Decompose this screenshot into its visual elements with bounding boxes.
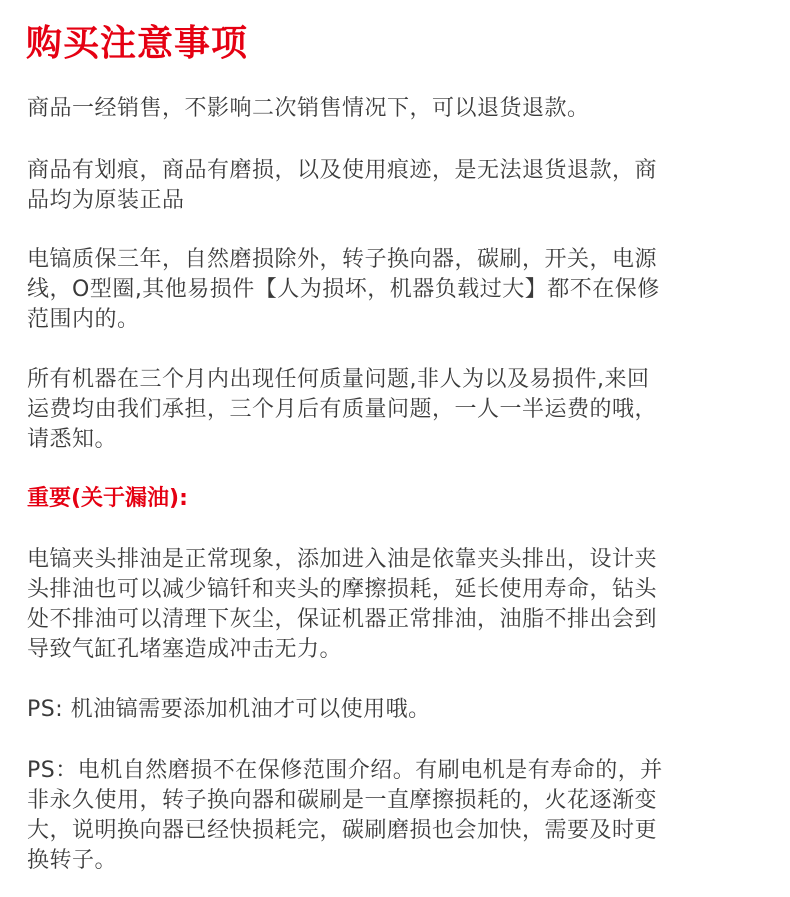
text-line: 范围内的。 — [27, 307, 140, 332]
paragraph-ps-motor — [27, 756, 767, 876]
section-heading-oil-leak: 重要(关于漏油): — [27, 486, 188, 511]
paragraph-no-return-conditions — [27, 156, 767, 216]
text-line: PS: 机油镐需要添加机油才可以使用哦。 — [27, 697, 431, 722]
paragraph-oil-leak-explanation — [27, 545, 767, 665]
text-line: 商品一经销售，不影响二次销售情况下，可以退货退款。 — [27, 96, 590, 121]
text-line: 请悉知。 — [27, 427, 118, 452]
text-line: 品均为原装正品 — [27, 188, 185, 213]
text-line: 非永久使用，转子换向器和碳刷是一直摩擦损耗的，火花逐渐变 — [27, 788, 658, 813]
paragraph-return-policy — [27, 94, 767, 124]
text-line: 换转子。 — [27, 848, 118, 873]
paragraph-shipping-cost — [27, 365, 767, 455]
text-line: 头排油也可以减少镐钎和夹头的摩擦损耗，延长使用寿命，钻头 — [27, 577, 658, 602]
text-line: 导致气缸孔堵塞造成冲击无力。 — [27, 637, 343, 662]
paragraph-warranty — [27, 245, 767, 335]
text-line: PS：电机自然磨损不在保修范围介绍。有刷电机是有寿命的，并 — [27, 758, 663, 783]
text-line: 电镐夹头排油是正常现象，添加进入油是依靠夹头排出，设计夹 — [27, 547, 658, 572]
text-line: 所有机器在三个月内出现任何质量问题,非人为以及易损件,来回 — [27, 367, 650, 392]
text-line: 电镐质保三年，自然磨损除外，转子换向器，碳刷，开关，电源 — [27, 247, 658, 272]
text-line: 商品有划痕，商品有磨损，以及使用痕迹，是无法退货退款，商 — [27, 158, 658, 183]
paragraph-ps-oil — [27, 695, 767, 725]
text-line: 大，说明换向器已经快损耗完，碳刷磨损也会加快，需要及时更 — [27, 818, 658, 843]
text-line: 运费均由我们承担，三个月后有质量问题，一人一半运费的哦， — [27, 397, 658, 422]
text-line: 线，O型圈,其他易损件【人为损坏，机器负载过大】都不在保修 — [27, 277, 660, 302]
text-line: 处不排油可以清理下灰尘，保证机器正常排油，油脂不排出会到 — [27, 607, 658, 632]
page-title: 购买注意事项 — [26, 23, 249, 64]
